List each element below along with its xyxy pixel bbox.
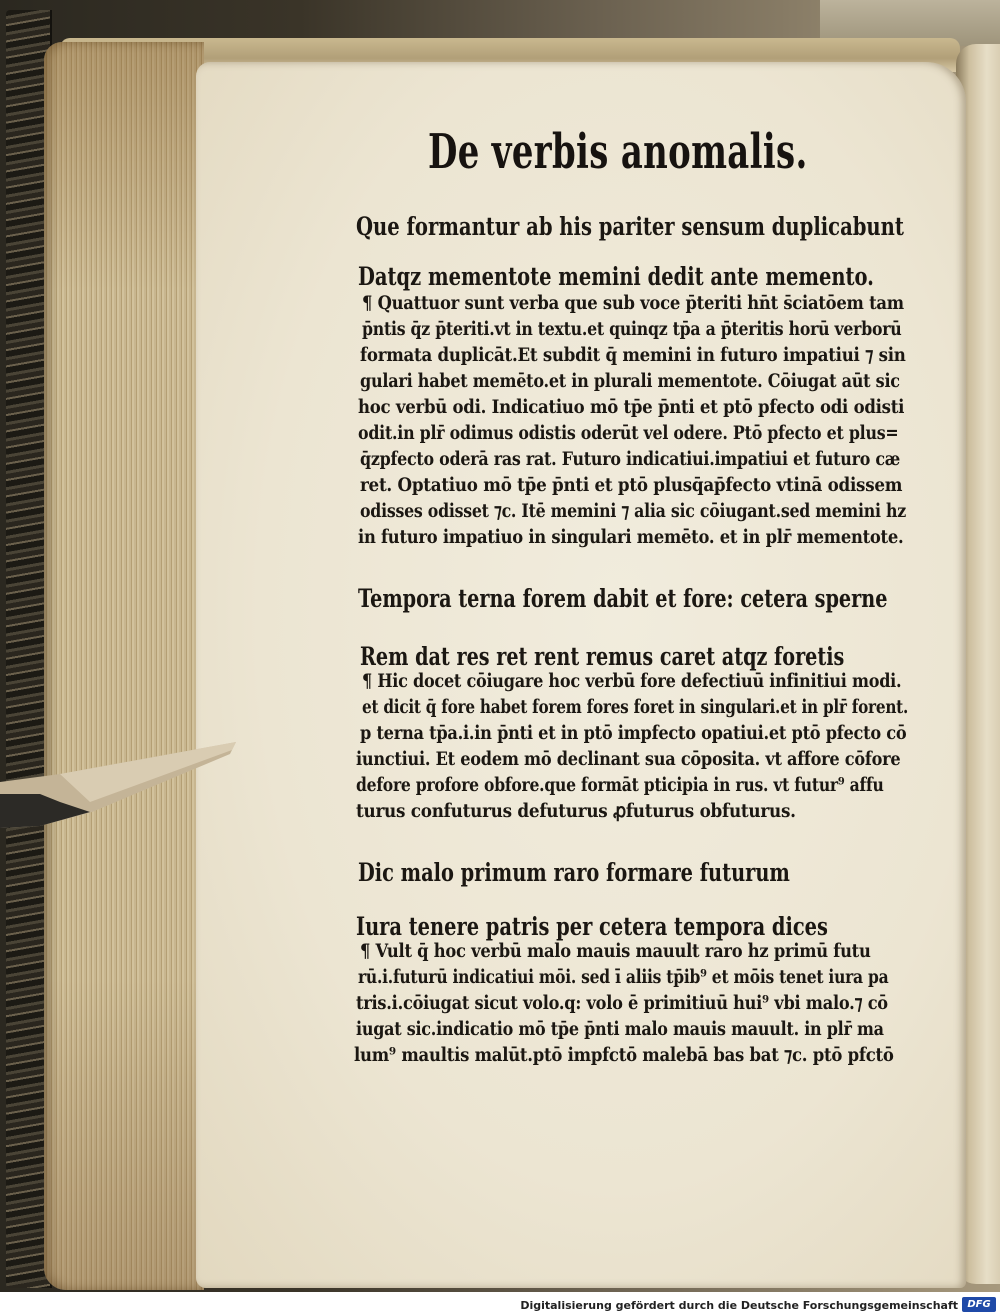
verse-line: Que formantur ab his pariter sensum duplicabunt [356, 212, 904, 241]
gloss-line: p̄ntis q̄z p̄teriti.vt in textu.et quinqz tp̄a a p̄teritis horū verborū [362, 318, 902, 340]
verse-line: Tempora terna forem dabit et fore: cetera sperne [358, 584, 888, 613]
gloss-line: q̄zpfecto oderā ras rat. Futuro indicatiui.impatiui et futuro cæ [360, 448, 901, 470]
gloss-line: odisses odisset ⁊c. Itē memini ⁊ alia sic cōiugant.sed memini hz [360, 500, 906, 522]
gloss-line: iugat sic.indicatio mō tp̄e p̄nti malo mauis mauult. in plr̄ ma [356, 1018, 884, 1040]
gloss-line: hoc verbū odi. Indicatiuo mō tp̄e p̄nti et ptō pfecto odi odisti [358, 396, 905, 418]
gloss-line: rū.i.futurū indicatiui mōi. sed ī aliis tp̄ib⁹ et mōis tenet iura pa [358, 966, 889, 988]
gloss-line: iunctiui. Et eodem mō declinant sua cōposita. vt affore cōfore [356, 748, 901, 770]
verse-line: Iura tenere patris per cetera tempora dices [356, 912, 828, 941]
verse-line: Dic malo primum raro formare futurum [358, 858, 790, 887]
gloss-line: turus confuturus defuturus ꝓfuturus obfuturus. [356, 800, 796, 822]
gloss-line: p terna tp̄a.i.in p̄nti et in ptō impfecto opatiui.et ptō pfecto cō [360, 722, 907, 744]
gloss-line: ¶ Hic docet cōiugare hoc verbū fore defectiuū infinitiui modi. [362, 670, 902, 692]
bookmark-strip [0, 742, 250, 830]
gloss-line: tris.i.cōiugat sicut volo.q: volo ē primitiuū hui⁹ vbi malo.⁊ cō [356, 992, 888, 1014]
gloss-line: lum⁹ maulti̇s malūt.ptō impfctō malebā bas bat ⁊c. ptō pfctō [354, 1044, 894, 1066]
verse-line: Rem dat res ret rent remus caret atqz foretis [360, 642, 845, 671]
verse-line: Datqz mementote memini dedit ante memento. [358, 262, 874, 291]
gloss-line: odit.in plr̄ odimus odistis oderūt vel odere. Ptō pfecto et plus= [358, 422, 899, 444]
gloss-line: et dicit q̄ fore habet forem fores foret in singulari.et in plr̄ forent. [362, 696, 909, 718]
gloss-line: in futuro impatiuo in singulari memēto. et in plr̄ mementote. [358, 526, 904, 548]
gloss-line: ret. Optatiuo mō tp̄e p̄nti et ptō plusq̄ap̄fecto vtinā odissem [360, 474, 903, 496]
gloss-line: gulari habet memēto.et in plurali mementote. Cōiugat aūt sic [360, 370, 900, 392]
dfg-logo: DFG [962, 1297, 996, 1312]
page-title: De verbis anomalis. [428, 124, 808, 180]
footer-credit: Digitalisierung gefördert durch die Deutsche Forschungsgemeinschaft [520, 1299, 958, 1312]
gloss-line: ¶ Vult q̄ hoc verbū malo mauis mauult raro hz primū futu [360, 940, 871, 962]
gloss-line: defore profore obfore.que formāt pticipia in rus. vt futur⁹ affu [356, 774, 884, 796]
gloss-line: ¶ Quattuor sunt verba que sub voce p̄teriti hn̄t s̄ciatōem tam [362, 292, 904, 314]
gloss-line: formata duplicāt.Et subdit q̄ memini in futuro impatiui ⁊ sin [360, 344, 906, 366]
fore-edge-stain [44, 42, 204, 1290]
